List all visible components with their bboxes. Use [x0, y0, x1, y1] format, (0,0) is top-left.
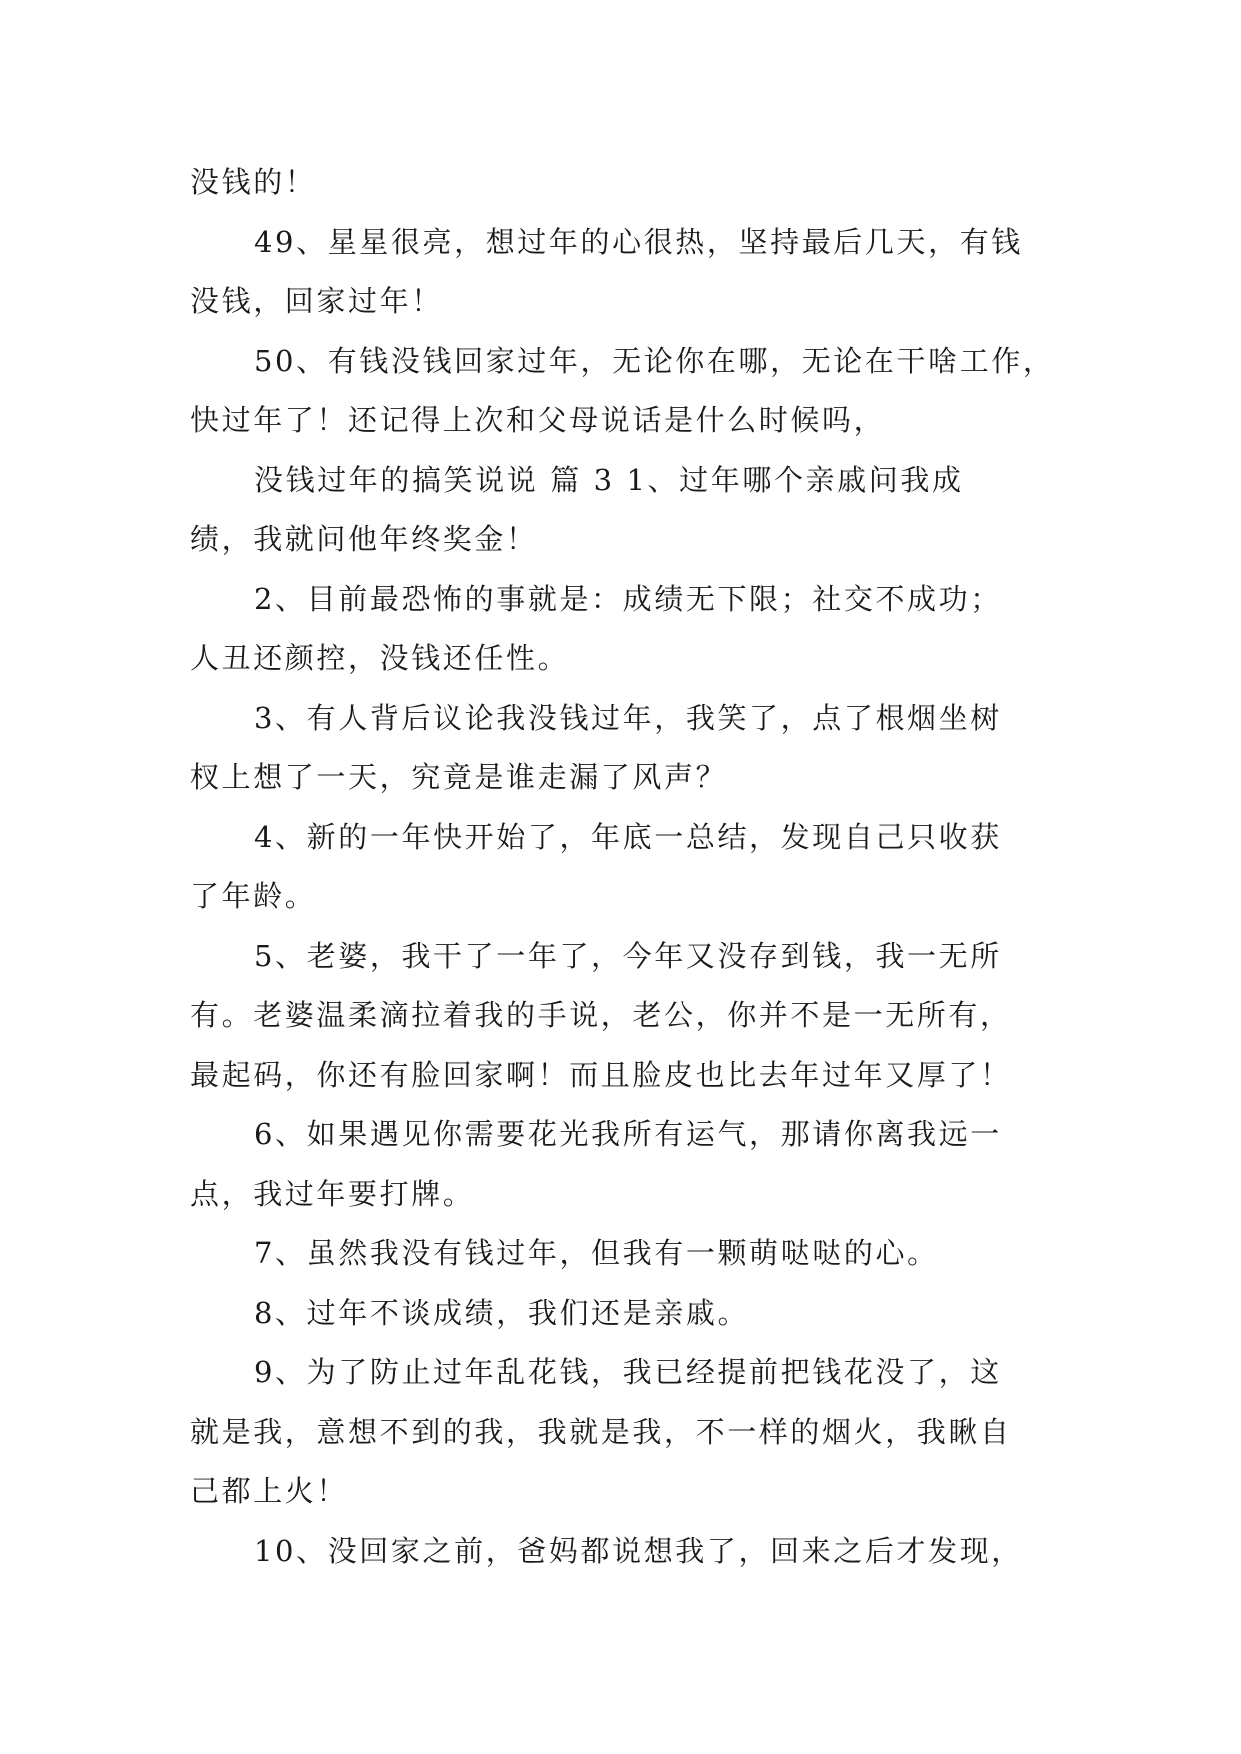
text-line: 杈上想了一天，究竟是谁走漏了风声？: [190, 760, 728, 794]
text-line: 5、老婆，我干了一年了，今年又没存到钱，我一无所: [254, 939, 1002, 973]
text-line: 己都上火！: [190, 1474, 349, 1508]
text-line: 点，我过年要打牌。: [190, 1177, 475, 1211]
text-line: 9、为了防止过年乱花钱，我已经提前把钱花没了，这: [254, 1355, 1002, 1389]
text-line: 49、星星很亮，想过年的心很热，坚持最后几天，有钱: [254, 225, 1023, 259]
text-line: 没钱的！: [190, 165, 317, 199]
text-line: 没钱，回家过年！: [190, 284, 443, 318]
section-heading-line: 没钱过年的搞笑说说 篇 3 1、过年哪个亲戚问我成: [254, 463, 964, 497]
text-line: 10、没回家之前，爸妈都说想我了，回来之后才发现，: [254, 1534, 1023, 1568]
text-line: 4、新的一年快开始了，年底一总结，发现自己只收获: [254, 820, 1002, 854]
text-line: 8、过年不谈成绩，我们还是亲戚。: [254, 1296, 750, 1330]
text-line: 有。老婆温柔滴拉着我的手说，老公，你并不是一无所有，: [190, 998, 1012, 1032]
text-line: 快过年了！还记得上次和父母说话是什么时候吗，: [190, 403, 886, 437]
text-line: 了年龄。: [190, 879, 317, 913]
text-line: 绩，我就问他年终奖金！: [190, 522, 538, 556]
text-line: 就是我，意想不到的我，我就是我，不一样的烟火，我瞅自: [190, 1415, 1012, 1449]
text-line: 6、如果遇见你需要花光我所有运气，那请你离我远一: [254, 1117, 1002, 1151]
text-line: 7、虽然我没有钱过年，但我有一颗萌哒哒的心。: [254, 1236, 939, 1270]
text-line: 2、目前最恐怖的事就是：成绩无下限；社交不成功；: [254, 582, 1002, 616]
text-line: 最起码，你还有脸回家啊！而且脸皮也比去年过年又厚了！: [190, 1058, 1012, 1092]
text-line: 人丑还颜控，没钱还任性。: [190, 641, 570, 675]
text-line: 50、有钱没钱回家过年，无论你在哪，无论在干啥工作，: [254, 344, 1055, 378]
text-line: 3、有人背后议论我没钱过年，我笑了，点了根烟坐树: [254, 701, 1002, 735]
